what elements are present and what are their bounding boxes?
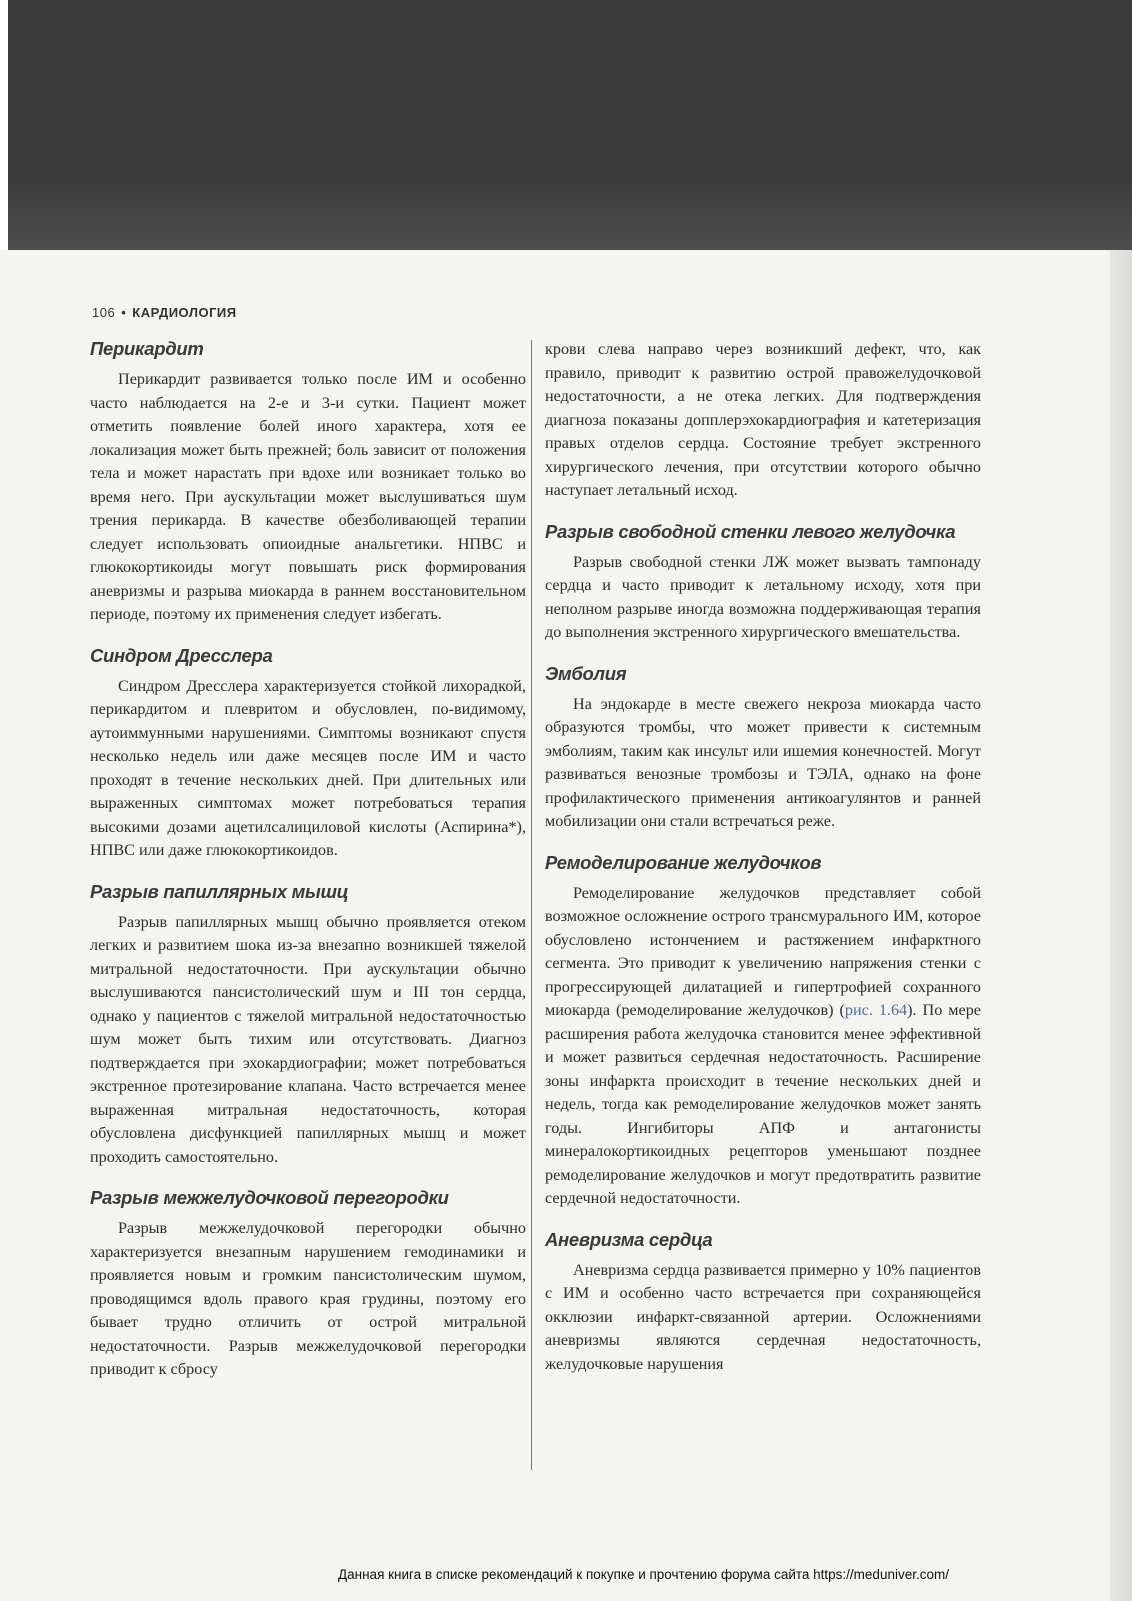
- scan-dark-band: [0, 0, 1132, 250]
- section-aneurysm: [545, 1229, 981, 1377]
- paragraph-septal: Разрыв межжелудочковой перегородки обычно характеризуется внезапным нарушением гемодинамики и проявляется новым и громким пансистолическим шумом, проводящимся вдоль правого края грудины, поэтому его бывает трудно отличить от острой митральной недостаточности. Разрыв межжелудочковой перегородки приводит к сбросу: [90, 1219, 526, 1378]
- section-dressler: [90, 645, 526, 863]
- left-column: [90, 338, 526, 1400]
- heading-pericarditis: Перикардит: [90, 338, 204, 359]
- remodeling-text-after: ). По мере расширения работа желудочка становится менее эффективной и может развиться сердечная недостаточность. Расширение зоны инфаркта происходит в течение нескольких дней и недель, тогда как ремоделирование желудочков может занять годы. Ингибиторы АПФ и антагонисты минералокортикоидных рецепторов уменьшают позднее ремоделирование желудочков и могут предотвратить развитие сердечной недостаточности.: [545, 1001, 981, 1207]
- heading-papillary: Разрыв папиллярных мышц: [90, 880, 349, 902]
- section-pericarditis: [90, 338, 526, 627]
- paragraph-dressler: Синдром Дресслера характеризуется стойкой лихорадкой, перикардитом и плевритом и обусловлен, по-видимому, аутоиммунными нарушениями. Симптомы возникают спустя несколько недель или даже месяцев после ИМ и часто проходят в течение нескольких дней. При длительных или выраженных симптомах может потребоваться терапия высокими дозами ацетилсалициловой кислоты (Аспирина*), НПВС или даже глюкокортикоидов.: [90, 676, 526, 859]
- section-septal-continued: [545, 338, 981, 503]
- footer-watermark-note: Данная книга в списке рекомендаций к покупке и прочтению форума сайта https://meduniver.com/: [338, 1567, 949, 1582]
- heading-septal: Разрыв межжелудочковой перегородки: [90, 1187, 449, 1208]
- page-number: 106: [92, 305, 116, 320]
- scan-edge: [0, 0, 8, 250]
- paragraph-aneurysm: Аневризма сердца развивается примерно у 10% пациентов с ИМ и особенно часто встречается при сохраняющейся окклюзии инфаркт-связанной артерии. Осложнениями аневризмы являются сердечная недостаточность, желудочковые нарушения: [545, 1260, 981, 1373]
- figure-reference-link[interactable]: рис. 1.64: [844, 1001, 908, 1019]
- heading-remodeling: Ремоделирование желудочков: [545, 851, 822, 873]
- heading-embolism: Эмболия: [545, 662, 627, 684]
- heading-dressler: Синдром Дресслера: [90, 644, 273, 666]
- heading-aneurysm: Аневризма сердца: [545, 1228, 713, 1250]
- header-bullet: •: [121, 305, 127, 320]
- section-septal: [90, 1187, 526, 1382]
- running-header: [92, 305, 237, 320]
- column-divider: [531, 340, 532, 1470]
- paragraph-free-wall: Разрыв свободной стенки ЛЖ может вызвать тампонаду сердца и часто приводит к летальному исходу, хотя при неполном разрыве иногда возможна поддерживающая терапия до выполнения экстренного хирургического вмешательства.: [545, 552, 981, 641]
- paragraph-pericarditis: Перикардит развивается только после ИМ и особенно часто наблюдается на 2-е и 3-и сутки. Пациент может отметить появление болей иного характера, хотя ее локализация может быть прежней; боль зависит от положения тела и может нарастать при вдохе или возникает только во время него. При аускультации может выслушиваться шум трения перикарда. В качестве обезболивающей терапии следует использовать опиоидные анальгетики. НПВС и глюкокортикоиды могут повышать риск формирования аневризмы и разрыва миокарда в раннем восстановительном периоде, поэтому их применения следует избегать.: [90, 370, 526, 623]
- section-remodeling: [545, 852, 981, 1211]
- right-column: [545, 338, 981, 1394]
- heading-free-wall: Разрыв свободной стенки левого желудочка: [545, 520, 956, 542]
- paragraph-remodeling: [545, 882, 981, 1211]
- section-papillary: [90, 881, 526, 1170]
- section-title: КАРДИОЛОГИЯ: [132, 305, 237, 320]
- section-free-wall: [545, 521, 981, 645]
- section-embolism: [545, 663, 981, 834]
- page-gutter-shadow: [1110, 250, 1132, 1601]
- remodeling-text-before: Ремоделирование желудочков представляет собой возможное осложнение острого трансмурального ИМ, которое обусловлено истончением и растяжением инфарктного сегмента. Это приводит к увеличению напряжения стенки с прогрессирующей дилатацией и гипертрофией сохранного миокарда (ремоделирование желудочков) (: [545, 883, 981, 1019]
- paragraph-septal-continued: крови слева направо через возникший дефект, что, как правило, приводит к развитию острой правожелудочковой недостаточности, а не отека легких. Для подтверждения диагноза показаны допплерэхокардиография и катетеризация правых отделов сердца. Состояние требует экстренного хирургического лечения, при отсутствии которого обычно наступает летальный исход.: [545, 340, 981, 499]
- paragraph-embolism: На эндокарде в месте свежего некроза миокарда часто образуются тромбы, что может привести к системным эмболиям, таким как инсульт или ишемия конечностей. Могут развиваться венозные тромбозы и ТЭЛА, однако на фоне профилактического применения антикоагулянтов и ранней мобилизации они стали встречаться реже.: [545, 694, 981, 830]
- paragraph-papillary: Разрыв папиллярных мышц обычно проявляется отеком легких и развитием шока из-за внезапно возникшей тяжелой митральной недостаточности. При аускультации обычно выслушиваются пансистолический шум и III тон сердца, однако у пациентов с тяжелой митральной недостаточностью шум может быть тихим или отсутствовать. Диагноз подтверждается при эхокардиографии; может потребоваться экстренное протезирование клапана. Часто встречается менее выраженная митральная недостаточность, которая обусловлена дисфункцией папиллярных мышц и может проходить самостоятельно.: [90, 912, 526, 1166]
